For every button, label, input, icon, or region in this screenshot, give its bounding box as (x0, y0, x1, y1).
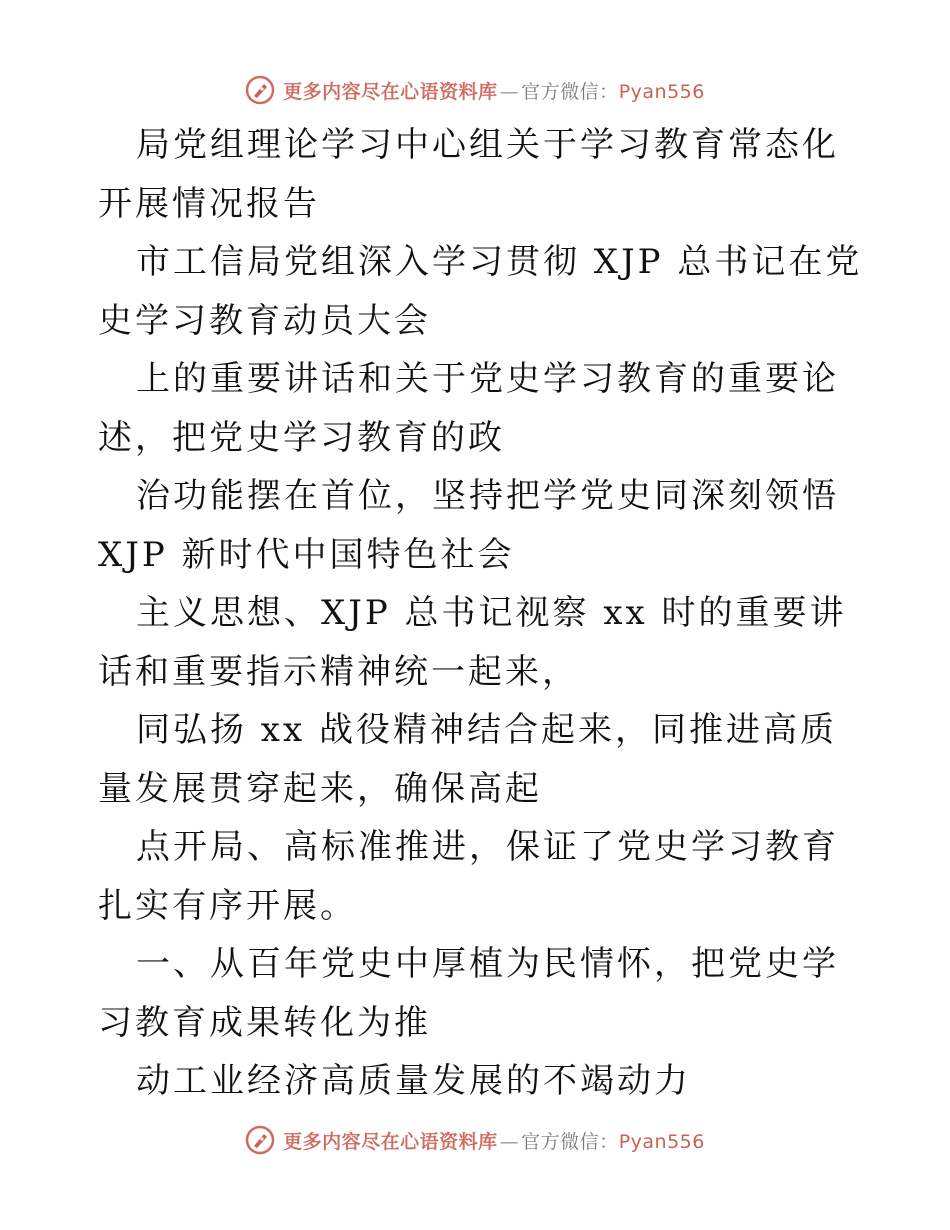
watermark-official-label: 官方微信： (521, 80, 619, 103)
watermark-separator: — (499, 80, 520, 103)
watermark-wechat-id: Pyan556 (618, 1130, 705, 1153)
pen-nib-logo-icon (245, 1125, 275, 1155)
paragraph-line: 主义思想、XJP 总书记视察 xx 时的重要讲话和重要指示精神统一起来， (98, 593, 847, 692)
paragraph-line: 点开局、高标准推进，保证了党史学习教育扎实有序开展。 (98, 827, 839, 926)
paragraph-line: 同弘扬 xx 战役精神结合起来，同推进高质量发展贯穿起来，确保高起 (98, 710, 837, 809)
watermark-brand: 更多内容尽在心语资料库 (283, 1130, 498, 1153)
section-heading-continued: 动工业经济高质量发展的不竭动力 (136, 1061, 691, 1101)
watermark-official-label: 官方微信： (521, 1130, 619, 1153)
paragraph-line: 治功能摆在首位，坚持把学党史同深刻领悟 XJP 新时代中国特色社会 (98, 476, 839, 575)
paragraph-line: 市工信局党组深入学习贯彻 XJP 总书记在党史学习教育动员大会 (98, 242, 863, 341)
watermark-text (283, 1127, 705, 1154)
watermark-wechat-id: Pyan556 (618, 80, 705, 103)
paragraph-line: 上的重要讲话和关于党史学习教育的重要论述，把党史学习教育的政 (98, 359, 839, 458)
watermark-separator: — (499, 1130, 520, 1153)
pen-nib-logo-icon (245, 75, 275, 105)
document-body (98, 116, 868, 1111)
section-heading: 一、从百年党史中厚植为民情怀，把党史学习教育成果转化为推 (98, 944, 839, 1043)
watermark-footer (0, 1120, 950, 1160)
document-title: 局党组理论学习中心组关于学习教育常态化开展情况报告 (98, 125, 839, 224)
watermark-text (283, 77, 705, 104)
watermark-brand: 更多内容尽在心语资料库 (283, 80, 498, 103)
watermark-header (0, 70, 950, 110)
